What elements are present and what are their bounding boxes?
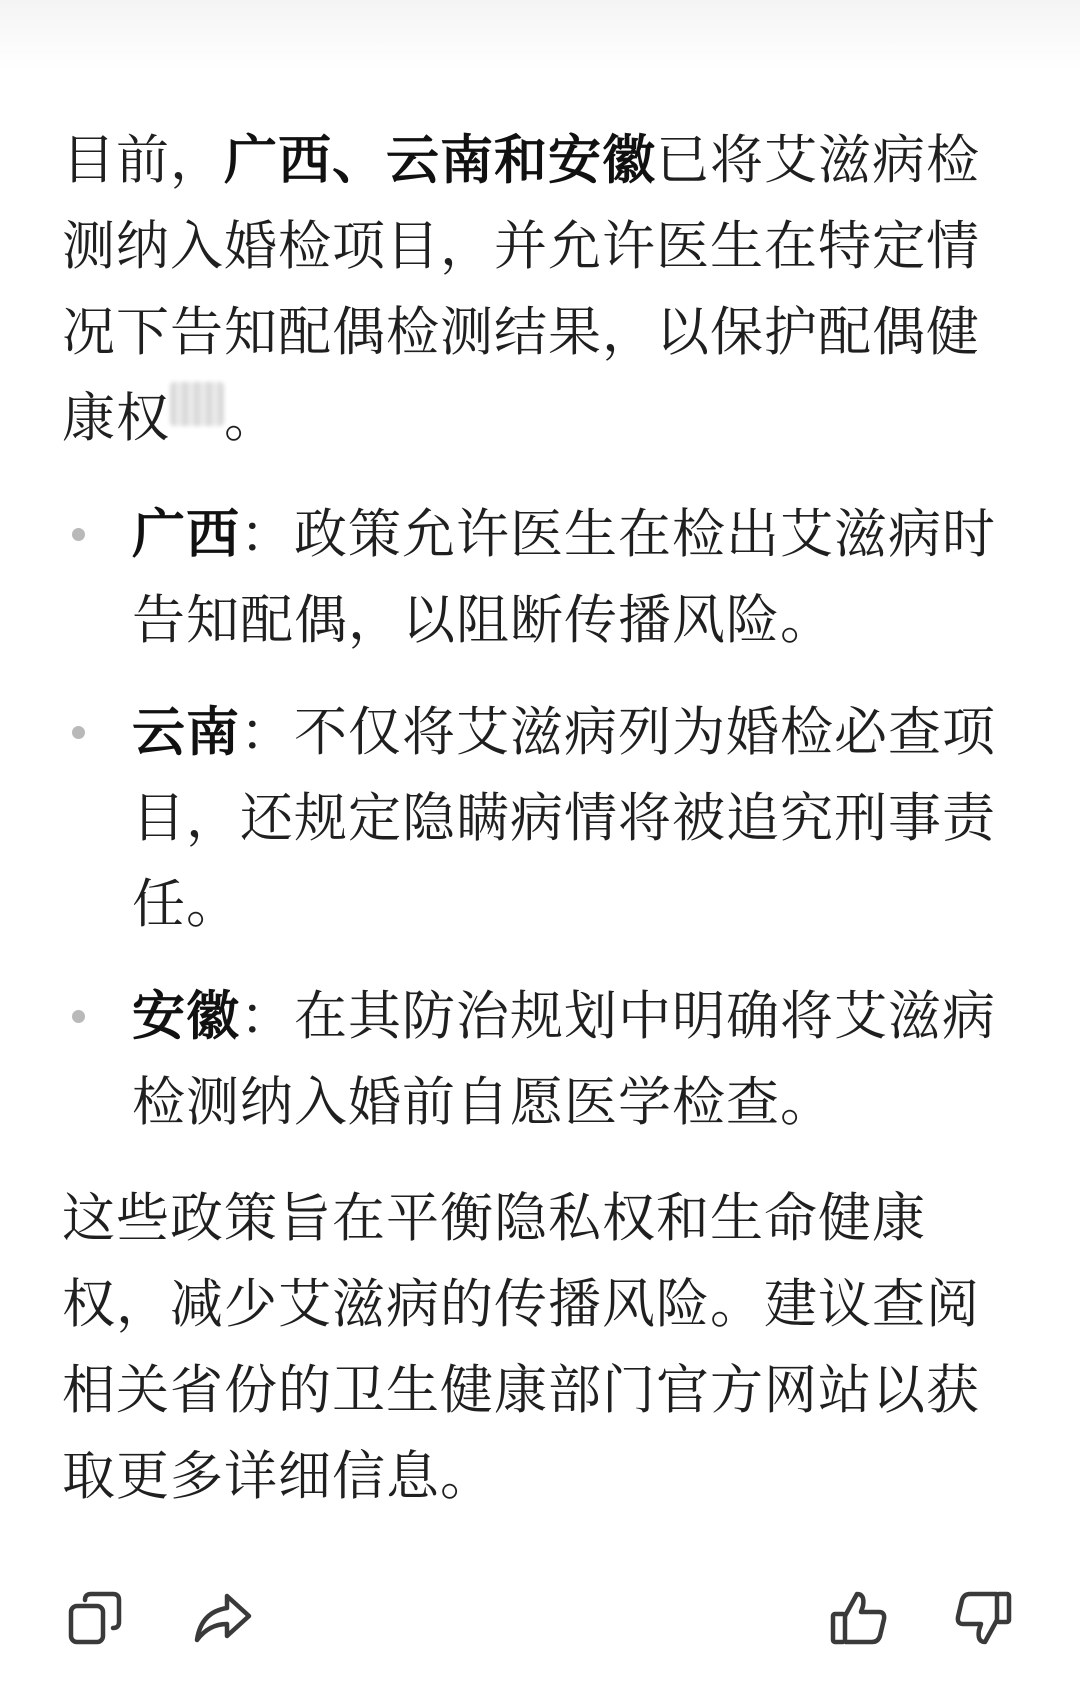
copy-button[interactable] <box>62 1585 128 1651</box>
bullet-dot <box>72 528 85 541</box>
item-sep: ： <box>240 986 294 1047</box>
thumbs-down-button[interactable] <box>950 1585 1016 1651</box>
province-list <box>62 492 1012 1146</box>
message-toolbar <box>0 1585 1080 1655</box>
answer-content <box>62 118 1012 1520</box>
top-fade <box>0 0 1080 70</box>
item-title: 安徽 <box>132 986 240 1047</box>
thumbs-up-icon <box>827 1586 891 1650</box>
item-title: 广西 <box>132 504 240 565</box>
intro-bold-provinces: 广西、云南和安徽 <box>224 130 656 191</box>
item-text: 在其防治规划中明确将艾滋病检测纳入婚前自愿医学检查。 <box>132 986 996 1133</box>
thumbs-down-icon <box>951 1586 1015 1650</box>
intro-paragraph <box>62 118 1012 462</box>
item-sep: ： <box>240 504 294 565</box>
copy-icon <box>63 1586 127 1650</box>
bullet-dot <box>72 726 85 739</box>
bullet-dot <box>72 1010 85 1023</box>
share-icon <box>191 1586 255 1650</box>
intro-prefix: 目前， <box>62 130 224 191</box>
item-title: 云南 <box>132 702 240 763</box>
list-item-anhui <box>62 974 1012 1146</box>
thumbs-up-button[interactable] <box>826 1585 892 1651</box>
intro-end: 。 <box>224 388 278 449</box>
list-item-yunnan <box>62 690 1012 948</box>
item-text: 政策允许医生在检出艾滋病时告知配偶，以阻断传播风险。 <box>132 504 996 651</box>
share-button[interactable] <box>190 1585 256 1651</box>
item-sep: ： <box>240 702 294 763</box>
conclusion-paragraph: 这些政策旨在平衡隐私权和生命健康权，减少艾滋病的传播风险。建议查阅相关省份的卫生健康部门官方网站以获取更多详细信息。 <box>62 1188 980 1507</box>
item-text: 不仅将艾滋病列为婚检必查项目，还规定隐瞒病情将被追究刑事责任。 <box>132 702 996 935</box>
list-item-guangxi <box>62 492 1012 664</box>
intro-suffix: 已将艾滋病检测纳入婚检项目，并允许医生在特定情况下告知配偶检测结果，以保护配偶健康权 <box>62 130 980 449</box>
blurred-char <box>170 382 224 426</box>
